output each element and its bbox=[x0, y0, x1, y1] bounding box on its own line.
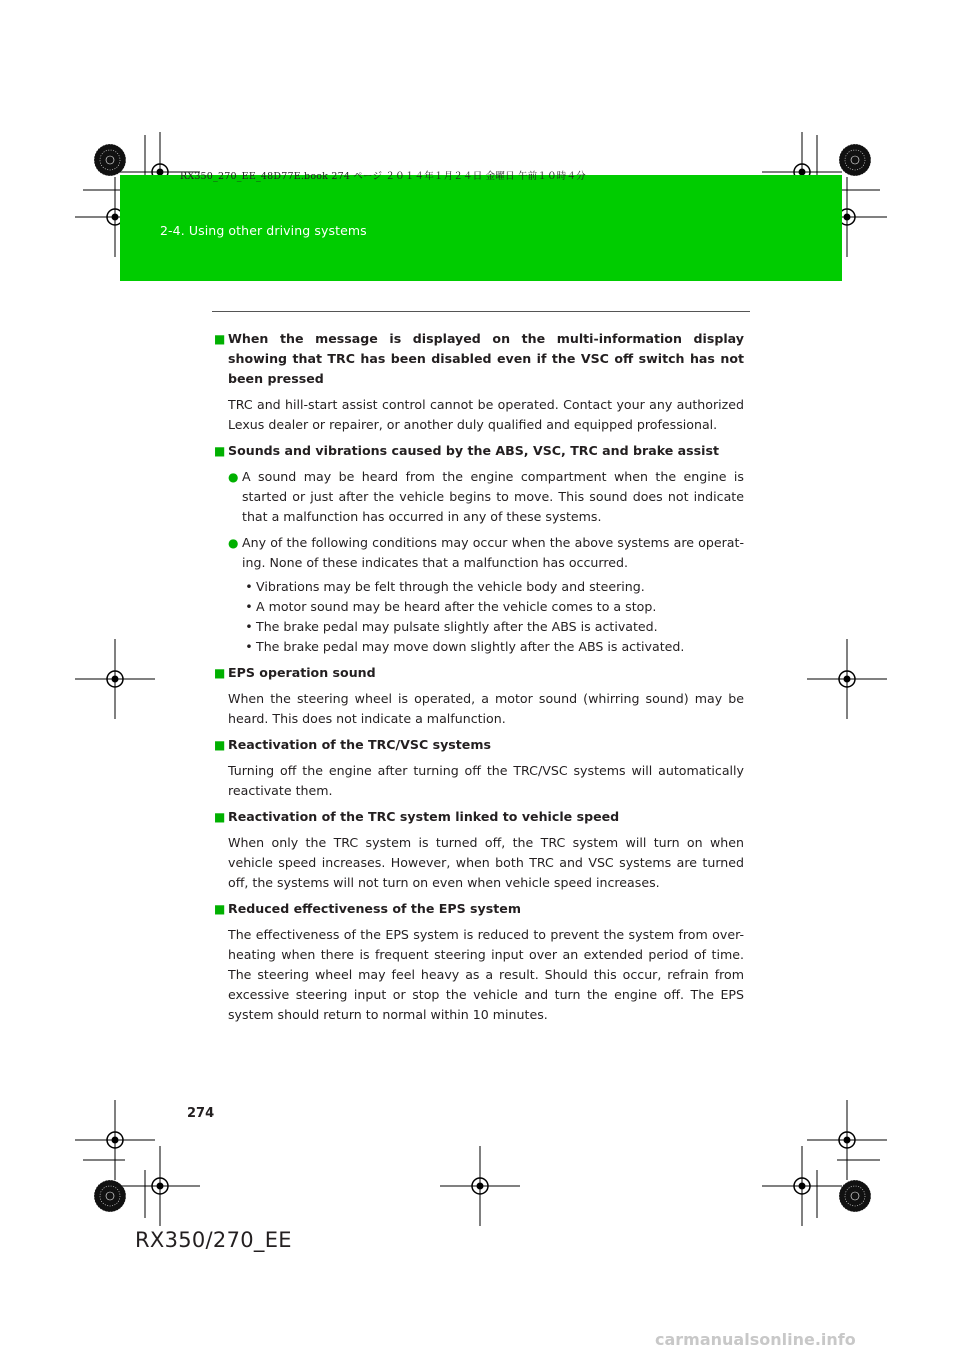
dot-bullet-icon: • bbox=[245, 639, 253, 654]
square-bullet-icon: ■ bbox=[214, 902, 226, 916]
sub-list-item: • Vibrations may be felt through the vehicle body and steering. bbox=[242, 577, 744, 597]
item-heading: ■ When the message is displayed on the multi-information display showing that TRC has been disabled even if the VSC off switch has not been pressed bbox=[214, 329, 744, 389]
square-bullet-icon: ■ bbox=[214, 444, 226, 458]
dot-bullet-icon: • bbox=[245, 579, 253, 594]
item-reactivation-trc-vsc bbox=[214, 735, 744, 801]
dot-bullet-icon: • bbox=[245, 599, 253, 614]
item-eps-operation-sound bbox=[214, 663, 744, 729]
item-body: When only the TRC system is turned off, the TRC system will turn on when vehicle speed increases. However, when both TRC and VSC systems are turned off, the systems will not turn on even when vehicle speed increases. bbox=[228, 835, 744, 890]
watermark: carmanualsonline.info bbox=[655, 1330, 856, 1349]
square-bullet-icon: ■ bbox=[214, 332, 226, 346]
circle-bullet-icon: ● bbox=[228, 470, 239, 484]
item-body: When the steering wheel is operated, a motor sound (whirring sound) may be heard. This does not indicate a malfunction. bbox=[228, 691, 744, 726]
sub-list-item: • The brake pedal may move down slightly after the ABS is activated. bbox=[242, 637, 744, 657]
section-header-bar bbox=[120, 175, 842, 281]
item-heading: ■ Reactivation of the TRC/VSC systems bbox=[214, 735, 744, 755]
item-sounds-vibrations bbox=[214, 441, 744, 657]
item-body: Turning off the engine after turning off the TRC/VSC systems will automatically reactivate them. bbox=[228, 763, 744, 798]
item-heading: ■ EPS operation sound bbox=[214, 663, 744, 683]
print-info-line: RX350_270_EE_48D77E.book 274 ページ ２０１４年１月２４日 金曜日 午前１０時４分 bbox=[180, 171, 586, 182]
item-reduced-eps bbox=[214, 899, 744, 1025]
item-heading: ■ Reactivation of the TRC system linked to vehicle speed bbox=[214, 807, 744, 827]
square-bullet-icon: ■ bbox=[214, 810, 226, 824]
dot-bullet-icon: • bbox=[245, 619, 253, 634]
sub-list-item: • The brake pedal may pulsate slightly after the ABS is activated. bbox=[242, 617, 744, 637]
page-content bbox=[214, 329, 744, 1031]
header-rule bbox=[212, 311, 750, 312]
circle-bullet-icon: ● bbox=[228, 536, 239, 550]
list-item: ● A sound may be heard from the engine compartment when the engine is started or just after the vehicle begins to move. This sound does not indicate that a malfunction has occurred in any of these systems. bbox=[228, 467, 744, 527]
section-title: 2-4. Using other driving systems bbox=[160, 223, 367, 238]
item-heading: ■ Sounds and vibrations caused by the ABS, VSC, TRC and brake assist bbox=[214, 441, 744, 461]
sub-list-item: • A motor sound may be heard after the vehicle comes to a stop. bbox=[242, 597, 744, 617]
item-reactivation-trc-speed bbox=[214, 807, 744, 893]
item-trc-disabled-message bbox=[214, 329, 744, 435]
model-code: RX350/270_EE bbox=[135, 1228, 292, 1252]
square-bullet-icon: ■ bbox=[214, 666, 226, 680]
page-number: 274 bbox=[187, 1106, 215, 1121]
list-item: ● Any of the following conditions may occur when the above systems are operat-ing. None of these indicates that a malfunction has occurred. bbox=[228, 533, 744, 573]
item-heading: ■ Reduced effectiveness of the EPS system bbox=[214, 899, 744, 919]
item-body: The effectiveness of the EPS system is reduced to prevent the system from over-heating when there is frequent steering input over an extended period of time. The steering wheel may feel heavy as a result. Should this occur, refrain from excessive steering input or stop the vehicle and turn the engine off. The EPS system should return to normal within 10 minutes. bbox=[228, 927, 744, 1022]
item-body: TRC and hill-start assist control cannot be operated. Contact your any authorized Lexus dealer or repairer, or another duly qualified and equipped professional. bbox=[228, 397, 744, 432]
square-bullet-icon: ■ bbox=[214, 738, 226, 752]
